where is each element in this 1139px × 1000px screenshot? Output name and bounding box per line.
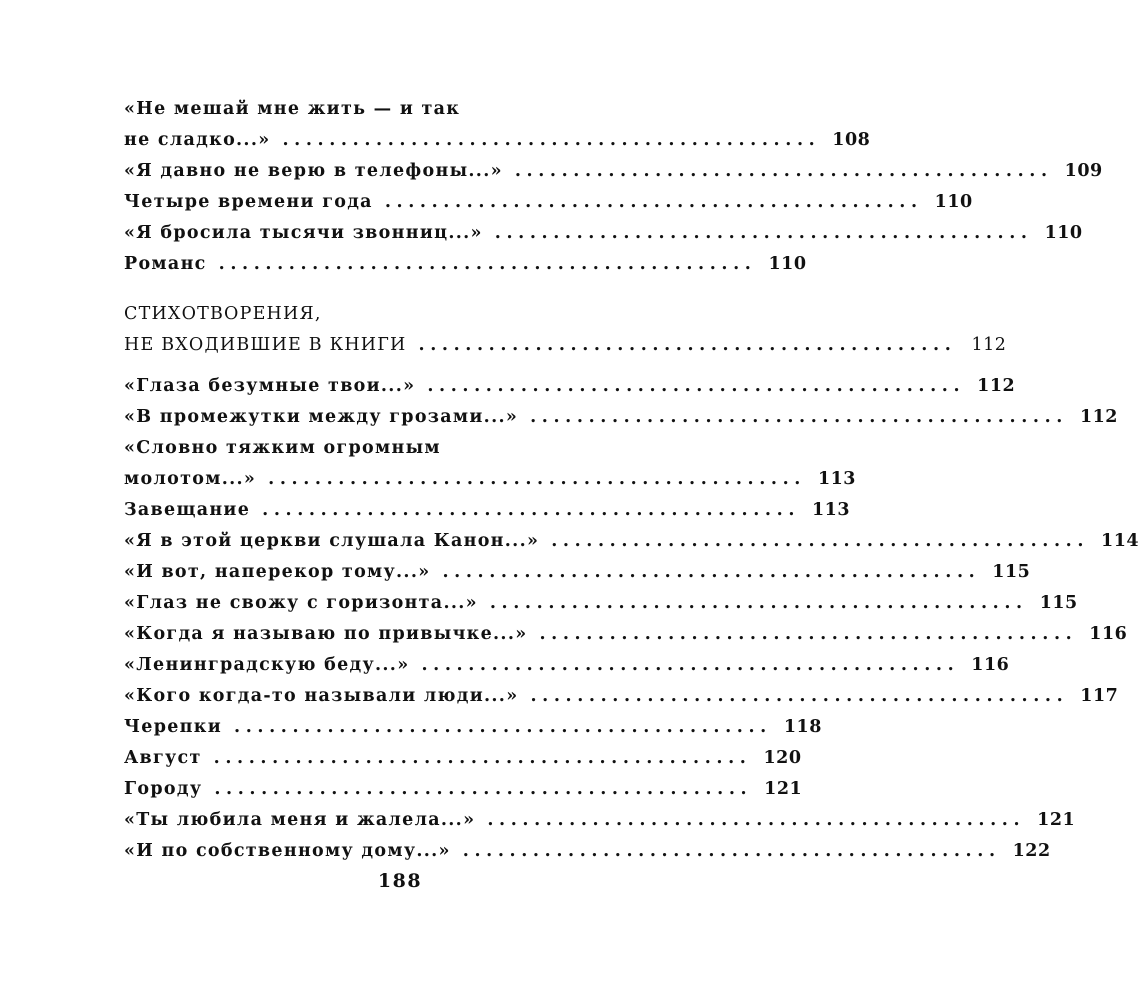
toc-entry-title: молотом...»	[124, 469, 257, 489]
dot-leader: ..............................................	[442, 562, 981, 582]
toc-entry-page: 120	[763, 748, 802, 768]
section-title-line1: СТИХОТВОРЕНИЯ,	[124, 304, 322, 324]
dot-leader: ..............................................	[494, 223, 1033, 243]
toc-entry	[124, 805, 1076, 836]
toc-entry-page: 115	[992, 562, 1031, 582]
dot-leader: ..............................................	[384, 192, 923, 212]
toc-entry	[124, 187, 973, 218]
toc-entry-page: 115	[1039, 593, 1078, 613]
dot-leader: ..............................................	[427, 376, 966, 396]
dot-leader: ..............................................	[530, 407, 1068, 427]
dot-leader: ..............................................	[213, 748, 752, 768]
toc-entry-page: 112	[1079, 407, 1118, 427]
dot-leader: ..............................................	[462, 841, 1001, 861]
dot-leader: ..............................................	[530, 686, 1069, 706]
table-of-contents	[124, 94, 1139, 867]
toc-entry-title: «Кого когда-то называли люди...»	[124, 686, 519, 706]
dot-leader: ..............................................	[514, 161, 1053, 181]
toc-entry	[124, 495, 851, 526]
toc-entry-title: Август	[124, 748, 202, 768]
toc-entry-page: 110	[1044, 223, 1083, 243]
dot-leader: ..............................................	[268, 469, 806, 489]
toc-entry-title: Завещание	[124, 500, 251, 520]
dot-leader: ..............................................	[282, 130, 821, 150]
toc-entry	[124, 681, 1119, 712]
toc-entry	[124, 557, 1031, 588]
dot-leader: ..............................................	[487, 810, 1026, 830]
toc-entry-page: 121	[764, 779, 803, 799]
toc-entry-page: 113	[817, 469, 856, 489]
toc-entry	[124, 650, 1010, 681]
section-title: НЕ ВХОДИВШИЕ В КНИГИ	[124, 335, 407, 355]
toc-entry	[124, 526, 1139, 557]
toc-entry	[124, 218, 1083, 249]
toc-entry-title: «Когда я называю по привычке...»	[124, 624, 528, 644]
toc-entry-title: не сладко...»	[124, 130, 271, 150]
toc-entry	[124, 371, 1016, 402]
toc-entry	[124, 249, 807, 280]
toc-entry-page: 116	[1089, 624, 1128, 644]
toc-entry	[124, 433, 856, 495]
toc-entry-page: 109	[1064, 161, 1103, 181]
toc-entry	[124, 774, 803, 805]
toc-entry-page: 110	[768, 254, 807, 274]
toc-section-heading	[124, 299, 1007, 361]
toc-entry-title: «Я в этой церкви слушала Канон...»	[124, 531, 540, 551]
toc-entry-title: Романс	[124, 254, 207, 274]
toc-entry-title-line1: «Не мешай мне жить — и так	[124, 99, 461, 119]
toc-entry-title: «Я бросила тысячи звонниц...»	[124, 223, 483, 243]
dot-leader: ..............................................	[262, 500, 801, 520]
dot-leader: ..............................................	[218, 254, 757, 274]
toc-entry	[124, 836, 1051, 867]
toc-entry	[124, 588, 1078, 619]
toc-entry-page: 122	[1012, 841, 1051, 861]
toc-entry-title: «В промежутки между грозами...»	[124, 407, 519, 427]
toc-entry-page: 113	[811, 500, 851, 520]
toc-entry-title: «И по собственному дому...»	[124, 841, 451, 861]
dot-leader: ..............................................	[418, 335, 957, 355]
toc-entry-title: «Ленинградскую беду...»	[124, 655, 410, 675]
toc-entry	[124, 743, 802, 774]
toc-entry-title: «Ты любила меня и жалела...»	[124, 810, 476, 830]
dot-leader: ..............................................	[551, 531, 1090, 551]
toc-entry-page: 110	[934, 192, 973, 212]
toc-entry-page: 108	[832, 130, 871, 150]
toc-entry-page: 117	[1080, 686, 1119, 706]
toc-entry-title: «И вот, наперекор тому...»	[124, 562, 431, 582]
toc-entry-title: Четыре времени года	[124, 192, 373, 212]
toc-entry-title: «Я давно не верю в телефоны...»	[124, 161, 503, 181]
toc-entry-page: 114	[1101, 531, 1139, 551]
toc-entry-page: 121	[1037, 810, 1076, 830]
toc-entry-title: Черепки	[124, 717, 223, 737]
toc-entry	[124, 712, 822, 743]
dot-leader: ..............................................	[421, 655, 960, 675]
dot-leader: ..............................................	[214, 779, 753, 799]
page-number: 188	[377, 870, 423, 892]
toc-entry-title: «Глаз не свожу с горизонта...»	[124, 593, 478, 613]
toc-entry-page: 112	[977, 376, 1016, 396]
toc-entry	[124, 619, 1128, 650]
toc-entry	[124, 94, 871, 156]
toc-entry-page: 116	[971, 655, 1010, 675]
section-page: 112	[971, 335, 1007, 355]
toc-entry-page: 118	[783, 717, 822, 737]
dot-leader: ..............................................	[489, 593, 1028, 613]
toc-entry	[124, 156, 1103, 187]
toc-entry-title: Городу	[124, 779, 203, 799]
dot-leader: ..............................................	[539, 624, 1078, 644]
toc-entry-title: «Глаза безумные твои...»	[124, 376, 416, 396]
dot-leader: ..............................................	[234, 717, 772, 737]
toc-entry	[124, 402, 1118, 433]
toc-entry-title-line1: «Словно тяжким огромным	[124, 438, 441, 458]
